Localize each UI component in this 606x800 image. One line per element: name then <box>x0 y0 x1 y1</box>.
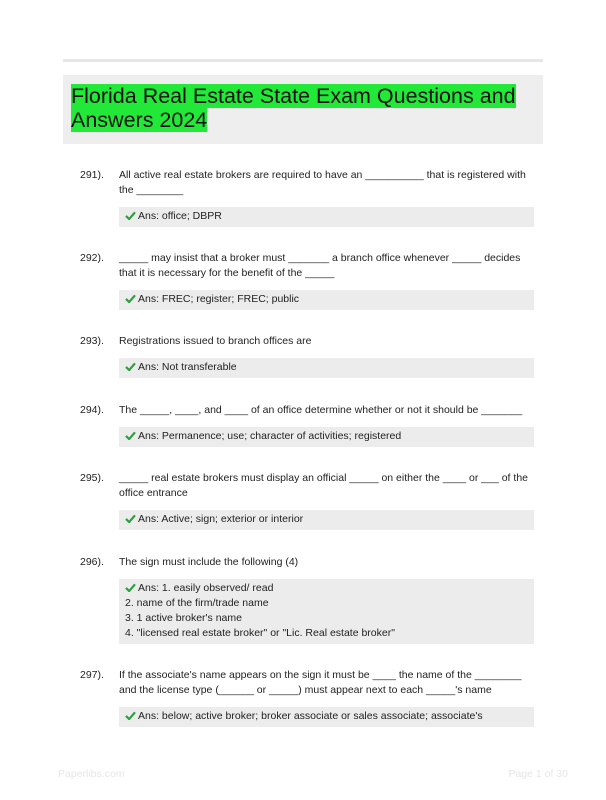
answer-line: 4. "licensed real estate broker" or "Lic. Real estate broker" <box>125 627 395 639</box>
question-295 <box>80 471 540 530</box>
answer-text: Ans: office; DBPR <box>138 210 222 222</box>
check-icon <box>125 583 136 592</box>
question-297 <box>80 668 540 727</box>
check-icon <box>125 711 136 720</box>
answer-box <box>119 510 534 530</box>
answer-text: Ans: below; active broker; broker associate or sales associate; associate's <box>138 710 483 722</box>
question-number: 292). <box>80 252 104 264</box>
question-number: 293). <box>80 335 104 347</box>
question-293 <box>80 334 540 378</box>
question-291 <box>80 168 540 227</box>
answer-box <box>119 290 534 310</box>
answer-box <box>119 579 534 644</box>
top-rule <box>63 59 543 62</box>
question-296 <box>80 555 540 644</box>
answer-box <box>119 427 534 447</box>
page-title-text: Florida Real Estate State Exam Questions and Answers 2024 <box>71 84 516 132</box>
answer-box <box>119 707 534 727</box>
answer-text: Ans: 1. easily observed/ read <box>138 582 274 594</box>
question-text: The _____, ____, and ____ of an office determine whether or not it should be _______ <box>119 404 523 416</box>
answer-text: Ans: Active; sign; exterior or interior <box>138 513 304 525</box>
page-number: Page 1 of 30 <box>508 768 568 780</box>
question-number: 295). <box>80 472 104 484</box>
question-number: 297). <box>80 669 104 681</box>
footer-watermark: Paperlibs.com <box>58 768 125 780</box>
check-icon <box>125 294 136 303</box>
check-icon <box>125 211 136 220</box>
question-text: _____ real estate brokers must display an official _____ on either the ____ or ___ of the office entrance <box>119 472 528 499</box>
question-294 <box>80 403 540 447</box>
check-icon <box>125 514 136 523</box>
title-banner <box>63 75 543 144</box>
question-number: 291). <box>80 169 104 181</box>
question-number: 296). <box>80 556 104 568</box>
question-text: If the associate's name appears on the sign it must be ____ the name of the ________ and the license type (______ or _____) must appear next to each _____'s name <box>119 669 522 696</box>
answer-line: 2. name of the firm/trade name <box>125 597 269 609</box>
question-text: _____ may insist that a broker must _______ a branch office whenever _____ decides that it is necessary for the benefit of the _____ <box>119 252 521 279</box>
answer-text: Ans: Permanence; use; character of activities; registered <box>138 430 402 442</box>
answer-text: Ans: Not transferable <box>138 361 237 373</box>
question-text: The sign must include the following (4) <box>119 556 299 568</box>
check-icon <box>125 362 136 371</box>
question-number: 294). <box>80 404 104 416</box>
answer-text: Ans: FREC; register; FREC; public <box>138 293 300 305</box>
answer-box <box>119 358 534 378</box>
question-text: Registrations issued to branch offices are <box>119 335 312 347</box>
page-title <box>71 84 535 132</box>
question-text: All active real estate brokers are required to have an __________ that is registered with the ________ <box>119 169 526 196</box>
question-292 <box>80 251 540 310</box>
answer-box <box>119 207 534 227</box>
check-icon <box>125 431 136 440</box>
answer-line: 3. 1 active broker's name <box>125 612 242 624</box>
